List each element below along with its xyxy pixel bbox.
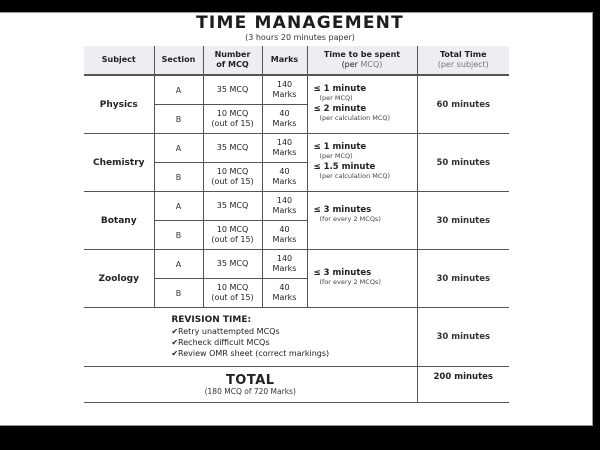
time-main: ≤ 3 minutes [313, 267, 372, 278]
subject-cell: Physics [84, 75, 154, 134]
header-time-line1: Time to be spent [323, 50, 401, 59]
revision-title: REVISION TIME: [171, 315, 252, 325]
marks-cell: 40 Marks [262, 221, 307, 250]
marks-cell: 140 Marks [262, 75, 307, 105]
header-time-line2b: MCQ) [360, 60, 383, 69]
total-time-cell: 60 minutes [417, 75, 509, 134]
section-cell: B [154, 105, 203, 134]
subject-cell: Botany [84, 192, 154, 250]
section-cell: A [154, 192, 203, 221]
header-total-line1: Total Time [439, 50, 487, 59]
marks-cell: 40 Marks [262, 105, 307, 134]
total-sub: (180 MCQ of 720 Marks) [204, 386, 296, 396]
time-cell [307, 75, 417, 134]
revision-item: ✔ Review OMR sheet (correct markings) [171, 348, 329, 359]
table-row [84, 250, 509, 279]
total-time-cell: 30 minutes [417, 192, 509, 250]
total-time-cell: 30 minutes [417, 250, 509, 308]
time-main: ≤ 2 minute [313, 103, 367, 114]
revision-time-cell: 30 minutes [417, 308, 509, 367]
mcq-cell: 10 MCQ (out of 15) [203, 221, 262, 250]
section-cell: B [154, 163, 203, 192]
page-subtitle: (3 hours 20 minutes paper) [245, 33, 355, 42]
header-section: Section [154, 46, 203, 75]
header-subject: Subject [84, 46, 154, 75]
total-time-cell: 50 minutes [417, 134, 509, 192]
header-total-line2: (per subject) [437, 60, 489, 69]
time-sub: (per MCQ) [319, 151, 353, 160]
mcq-cell: 35 MCQ [203, 134, 262, 163]
subject-cell: Zoology [84, 250, 154, 308]
header-total-time [417, 46, 509, 75]
time-main: ≤ 1 minute [313, 141, 367, 152]
subject-cell: Chemistry [84, 134, 154, 192]
table-row [84, 75, 509, 105]
section-cell: B [154, 279, 203, 308]
marks-cell: 140 Marks [262, 250, 307, 279]
header-marks: Marks [262, 46, 307, 75]
time-sub: (for every 2 MCQs) [319, 215, 381, 223]
time-cell [307, 192, 417, 250]
mcq-cell: 35 MCQ [203, 75, 262, 105]
revision-row [84, 308, 509, 367]
time-cell [307, 250, 417, 308]
total-label: TOTAL [225, 372, 275, 388]
revision-cell [84, 308, 417, 367]
mcq-cell: 10 MCQ (out of 15) [203, 163, 262, 192]
marks-cell: 40 Marks [262, 163, 307, 192]
marks-cell: 140 Marks [262, 192, 307, 221]
time-sub: (per calculation MCQ) [319, 171, 391, 180]
header-number-line1: Number [214, 50, 251, 59]
table-row [84, 192, 509, 221]
marks-cell: 140 Marks [262, 134, 307, 163]
page-title: TIME MANAGEMENT [196, 13, 404, 33]
section-cell: B [154, 221, 203, 250]
grand-total-cell: 200 minutes [417, 367, 509, 403]
time-sub: (per MCQ) [319, 93, 353, 102]
time-main: ≤ 1.5 minute [313, 161, 376, 172]
time-sub: (for every 2 MCQs) [319, 277, 381, 286]
header-time-to-spend [307, 46, 417, 75]
time-management-table [84, 46, 509, 403]
revision-item: ✔ Retry unattempted MCQs [171, 326, 329, 337]
header-number-of-mcq [203, 46, 262, 75]
time-main: ≤ 1 minute [313, 83, 367, 94]
time-main: ≤ 3 minutes [313, 205, 372, 215]
table-row [84, 134, 509, 163]
header-number-line2: of MCQ [216, 60, 249, 69]
total-row [84, 367, 509, 403]
header-row [84, 46, 509, 75]
section-cell: A [154, 134, 203, 163]
time-cell [307, 134, 417, 192]
section-cell: A [154, 250, 203, 279]
marks-cell: 40 Marks [262, 279, 307, 308]
section-cell: A [154, 75, 203, 105]
mcq-cell: 10 MCQ (out of 15) [203, 105, 262, 134]
total-cell [84, 367, 417, 403]
time-sub: (per calculation MCQ) [319, 113, 391, 122]
mcq-cell: 35 MCQ [203, 250, 262, 279]
mcq-cell: 10 MCQ (out of 15) [203, 279, 262, 308]
mcq-cell: 35 MCQ [203, 192, 262, 221]
revision-item: ✔ Recheck difficult MCQs [171, 337, 329, 348]
header-time-line2a: (per [341, 60, 361, 69]
revision-list [171, 315, 329, 359]
